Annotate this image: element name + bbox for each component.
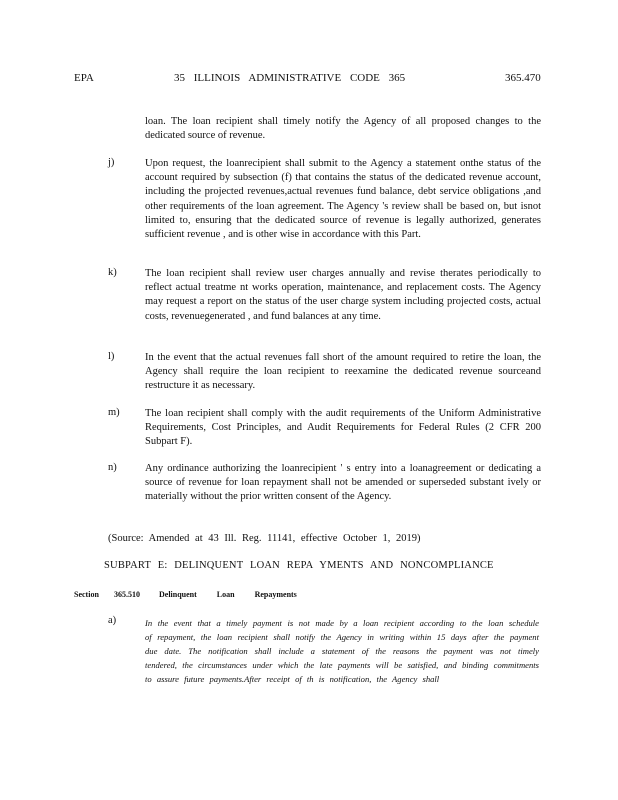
item-m-text: The loan recipient shall comply with the audit requirements of the Uniform Administrative Requirements, Cost Principles, and Audit Requirements for Federal Rules (2 CFR 200 Subpart F). — [145, 408, 541, 448]
item-j-text: Upon request, the loanrecipient shall submit to the Agency a statement onthe status of the account required by subsection (f) that contains the status of the dedicated revenue account, including the projected revenues,actual revenues fund balance, debt service obligations ,and other requirements of the loan agreement. The Agency 's review shall be based on, but isnot limited to, ensuring that the dedicated source of revenue is legally authorized, generates sufficient revenue , and is other wise in accordance with this Part. — [145, 158, 541, 241]
item-a-label: a) — [108, 615, 117, 626]
section-number: 365.510 — [114, 590, 140, 599]
item-n-text: Any ordinance authorizing the loanrecipient ' s entry into a loanagreement or dedicating a source of revenue for loan repayment shall not be amended or superseded substant ively or materially without the prior written consent of the Agency. — [145, 463, 541, 503]
section-label: Section — [74, 590, 99, 599]
item-l-label: l) — [108, 351, 115, 362]
section-title: Delinquent Loan Repayments — [159, 590, 297, 599]
source-note: (Source: Amended at 43 Ill. Reg. 11141, effective October 1, 2019) — [108, 533, 421, 544]
item-m-label: m) — [108, 407, 120, 418]
item-j-label: j) — [108, 157, 115, 168]
item-k-label: k) — [108, 267, 117, 278]
item-k-text: The loan recipient shall review user charges annually and revise therates periodically to reflect actual treatme nt works operation, maintenance, and replacement costs. The Agency may request a report on the status of the user charge system including projected costs, actual costs, revenuegenerated , and fund balances at any time. — [145, 268, 541, 322]
header-agency: EPA — [74, 72, 94, 84]
continuation-paragraph: loan. The loan recipient shall timely notify the Agency of all proposed changes to the dedicated source of revenue. — [145, 116, 541, 142]
header-code-title: 35 ILLINOIS ADMINISTRATIVE CODE 365 — [174, 72, 406, 84]
header-section-number: 365.470 — [505, 72, 541, 84]
item-n-label: n) — [108, 462, 117, 473]
item-a-text: In the event that a timely payment is not made by a loan recipient according to the loan schedule of repayment, the loan recipient shall notify the Agency in writing within 15 days after the payment due date. The notification shall include a statement of the reasons the payment was not timely tendered, the circumstances under which the late payments will be satisfied, and binding commitments to assure future payments.After receipt of th is notification, the Agency shall — [145, 618, 539, 685]
item-l-text: In the event that the actual revenues fall short of the amount required to retire the loan, the Agency shall require the loan recipient to reexamine the dedicated revenue sourceand restructure it as necessary. — [145, 352, 541, 392]
subpart-heading: SUBPART E: DELINQUENT LOAN REPA YMENTS AND NONCOMPLIANCE — [104, 560, 494, 571]
